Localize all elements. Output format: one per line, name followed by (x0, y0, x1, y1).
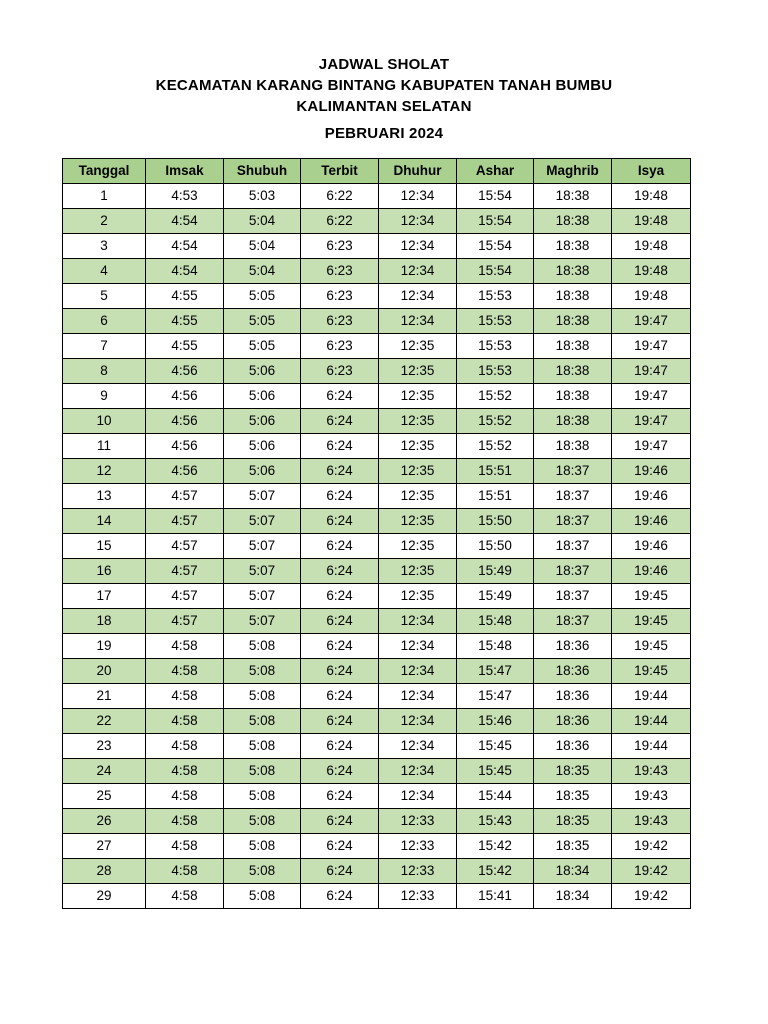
cell-shubuh: 5:08 (224, 784, 301, 809)
cell-tanggal: 2 (63, 209, 146, 234)
cell-ashar: 15:53 (457, 284, 534, 309)
cell-terbit: 6:24 (301, 709, 379, 734)
cell-terbit: 6:24 (301, 884, 379, 909)
column-header-tanggal: Tanggal (63, 159, 146, 184)
cell-shubuh: 5:08 (224, 759, 301, 784)
cell-isya: 19:46 (612, 459, 691, 484)
cell-isya: 19:47 (612, 359, 691, 384)
cell-terbit: 6:22 (301, 184, 379, 209)
column-header-ashar: Ashar (457, 159, 534, 184)
cell-tanggal: 10 (63, 409, 146, 434)
cell-tanggal: 13 (63, 484, 146, 509)
cell-maghrib: 18:38 (534, 384, 612, 409)
cell-ashar: 15:53 (457, 334, 534, 359)
table-row (63, 609, 691, 634)
cell-terbit: 6:24 (301, 459, 379, 484)
cell-maghrib: 18:37 (534, 484, 612, 509)
cell-terbit: 6:24 (301, 859, 379, 884)
cell-maghrib: 18:37 (534, 459, 612, 484)
cell-terbit: 6:24 (301, 609, 379, 634)
cell-maghrib: 18:38 (534, 434, 612, 459)
cell-maghrib: 18:34 (534, 884, 612, 909)
cell-dhuhur: 12:34 (379, 784, 457, 809)
column-header-shubuh: Shubuh (224, 159, 301, 184)
cell-imsak: 4:56 (146, 459, 224, 484)
cell-maghrib: 18:36 (534, 659, 612, 684)
cell-imsak: 4:58 (146, 709, 224, 734)
table-row (63, 734, 691, 759)
cell-shubuh: 5:04 (224, 234, 301, 259)
title-line-1: JADWAL SHOLAT (318, 56, 450, 73)
cell-shubuh: 5:05 (224, 334, 301, 359)
cell-tanggal: 25 (63, 784, 146, 809)
cell-isya: 19:44 (612, 684, 691, 709)
cell-shubuh: 5:08 (224, 634, 301, 659)
cell-maghrib: 18:37 (534, 609, 612, 634)
cell-terbit: 6:23 (301, 284, 379, 309)
cell-imsak: 4:54 (146, 209, 224, 234)
cell-isya: 19:48 (612, 234, 691, 259)
cell-dhuhur: 12:34 (379, 759, 457, 784)
cell-dhuhur: 12:35 (379, 384, 457, 409)
cell-isya: 19:46 (612, 559, 691, 584)
cell-ashar: 15:43 (457, 809, 534, 834)
cell-dhuhur: 12:34 (379, 234, 457, 259)
table-row (63, 384, 691, 409)
cell-maghrib: 18:38 (534, 359, 612, 384)
cell-terbit: 6:23 (301, 259, 379, 284)
cell-imsak: 4:56 (146, 384, 224, 409)
cell-shubuh: 5:04 (224, 209, 301, 234)
cell-dhuhur: 12:35 (379, 584, 457, 609)
cell-maghrib: 18:36 (534, 734, 612, 759)
cell-tanggal: 17 (63, 584, 146, 609)
cell-isya: 19:44 (612, 734, 691, 759)
cell-ashar: 15:49 (457, 584, 534, 609)
cell-dhuhur: 12:35 (379, 409, 457, 434)
cell-ashar: 15:48 (457, 609, 534, 634)
cell-ashar: 15:53 (457, 309, 534, 334)
cell-terbit: 6:24 (301, 634, 379, 659)
cell-dhuhur: 12:34 (379, 709, 457, 734)
table-row (63, 434, 691, 459)
table-row (63, 859, 691, 884)
cell-dhuhur: 12:33 (379, 884, 457, 909)
cell-tanggal: 9 (63, 384, 146, 409)
cell-shubuh: 5:07 (224, 609, 301, 634)
cell-shubuh: 5:05 (224, 309, 301, 334)
cell-imsak: 4:58 (146, 684, 224, 709)
title-line-2: KECAMATAN KARANG BINTANG KABUPATEN TANAH BUMBU (155, 77, 613, 94)
cell-maghrib: 18:36 (534, 684, 612, 709)
cell-imsak: 4:54 (146, 234, 224, 259)
cell-imsak: 4:55 (146, 309, 224, 334)
cell-shubuh: 5:08 (224, 684, 301, 709)
cell-imsak: 4:58 (146, 759, 224, 784)
cell-shubuh: 5:05 (224, 284, 301, 309)
cell-dhuhur: 12:34 (379, 634, 457, 659)
cell-imsak: 4:58 (146, 634, 224, 659)
cell-isya: 19:47 (612, 384, 691, 409)
cell-terbit: 6:24 (301, 484, 379, 509)
cell-isya: 19:45 (612, 634, 691, 659)
cell-shubuh: 5:06 (224, 409, 301, 434)
cell-shubuh: 5:07 (224, 584, 301, 609)
cell-isya: 19:48 (612, 259, 691, 284)
cell-terbit: 6:24 (301, 534, 379, 559)
cell-shubuh: 5:08 (224, 659, 301, 684)
cell-imsak: 4:56 (146, 359, 224, 384)
cell-tanggal: 5 (63, 284, 146, 309)
cell-imsak: 4:56 (146, 434, 224, 459)
cell-ashar: 15:47 (457, 659, 534, 684)
cell-shubuh: 5:08 (224, 859, 301, 884)
cell-tanggal: 7 (63, 334, 146, 359)
cell-shubuh: 5:07 (224, 534, 301, 559)
cell-dhuhur: 12:33 (379, 809, 457, 834)
cell-isya: 19:43 (612, 784, 691, 809)
cell-dhuhur: 12:35 (379, 459, 457, 484)
cell-tanggal: 8 (63, 359, 146, 384)
table-row (63, 359, 691, 384)
cell-tanggal: 21 (63, 684, 146, 709)
table-row (63, 534, 691, 559)
cell-isya: 19:45 (612, 659, 691, 684)
cell-terbit: 6:24 (301, 834, 379, 859)
cell-ashar: 15:52 (457, 434, 534, 459)
table-body (63, 184, 691, 909)
cell-terbit: 6:24 (301, 384, 379, 409)
cell-terbit: 6:23 (301, 334, 379, 359)
cell-ashar: 15:41 (457, 884, 534, 909)
cell-terbit: 6:24 (301, 509, 379, 534)
cell-imsak: 4:53 (146, 184, 224, 209)
table-row (63, 209, 691, 234)
table-row (63, 759, 691, 784)
cell-imsak: 4:57 (146, 484, 224, 509)
cell-terbit: 6:24 (301, 559, 379, 584)
table-row (63, 284, 691, 309)
table-row (63, 259, 691, 284)
cell-tanggal: 16 (63, 559, 146, 584)
cell-isya: 19:44 (612, 709, 691, 734)
cell-maghrib: 18:35 (534, 809, 612, 834)
column-header-dhuhur: Dhuhur (379, 159, 457, 184)
table-row (63, 484, 691, 509)
cell-tanggal: 24 (63, 759, 146, 784)
prayer-schedule-table (62, 158, 691, 909)
cell-ashar: 15:54 (457, 259, 534, 284)
cell-dhuhur: 12:33 (379, 834, 457, 859)
cell-terbit: 6:24 (301, 434, 379, 459)
cell-maghrib: 18:38 (534, 409, 612, 434)
cell-maghrib: 18:38 (534, 334, 612, 359)
cell-ashar: 15:50 (457, 509, 534, 534)
cell-ashar: 15:48 (457, 634, 534, 659)
cell-isya: 19:47 (612, 434, 691, 459)
cell-shubuh: 5:06 (224, 434, 301, 459)
cell-imsak: 4:58 (146, 834, 224, 859)
cell-dhuhur: 12:34 (379, 259, 457, 284)
column-header-isya: Isya (612, 159, 691, 184)
cell-dhuhur: 12:35 (379, 559, 457, 584)
cell-imsak: 4:57 (146, 584, 224, 609)
cell-tanggal: 28 (63, 859, 146, 884)
cell-imsak: 4:57 (146, 559, 224, 584)
cell-ashar: 15:45 (457, 734, 534, 759)
cell-isya: 19:48 (612, 284, 691, 309)
table-row (63, 409, 691, 434)
cell-imsak: 4:58 (146, 809, 224, 834)
cell-isya: 19:48 (612, 209, 691, 234)
cell-tanggal: 26 (63, 809, 146, 834)
cell-imsak: 4:57 (146, 609, 224, 634)
cell-terbit: 6:24 (301, 734, 379, 759)
cell-tanggal: 23 (63, 734, 146, 759)
cell-maghrib: 18:36 (534, 709, 612, 734)
cell-ashar: 15:53 (457, 359, 534, 384)
table-row (63, 884, 691, 909)
table-row (63, 684, 691, 709)
cell-dhuhur: 12:34 (379, 734, 457, 759)
cell-ashar: 15:54 (457, 234, 534, 259)
column-header-maghrib: Maghrib (534, 159, 612, 184)
cell-terbit: 6:24 (301, 809, 379, 834)
cell-tanggal: 18 (63, 609, 146, 634)
table-row (63, 634, 691, 659)
cell-shubuh: 5:08 (224, 809, 301, 834)
cell-dhuhur: 12:34 (379, 184, 457, 209)
cell-dhuhur: 12:34 (379, 659, 457, 684)
table-row (63, 184, 691, 209)
cell-maghrib: 18:38 (534, 184, 612, 209)
cell-imsak: 4:55 (146, 284, 224, 309)
cell-shubuh: 5:08 (224, 734, 301, 759)
cell-maghrib: 18:38 (534, 234, 612, 259)
cell-maghrib: 18:37 (534, 509, 612, 534)
cell-shubuh: 5:07 (224, 484, 301, 509)
cell-tanggal: 15 (63, 534, 146, 559)
cell-isya: 19:42 (612, 834, 691, 859)
cell-imsak: 4:58 (146, 859, 224, 884)
cell-isya: 19:46 (612, 509, 691, 534)
cell-ashar: 15:54 (457, 209, 534, 234)
table-row (63, 809, 691, 834)
cell-terbit: 6:24 (301, 784, 379, 809)
cell-dhuhur: 12:35 (379, 484, 457, 509)
table-header-row (63, 159, 691, 184)
cell-tanggal: 27 (63, 834, 146, 859)
cell-ashar: 15:50 (457, 534, 534, 559)
cell-maghrib: 18:34 (534, 859, 612, 884)
cell-terbit: 6:24 (301, 409, 379, 434)
cell-isya: 19:46 (612, 484, 691, 509)
cell-shubuh: 5:07 (224, 559, 301, 584)
table-row (63, 234, 691, 259)
cell-ashar: 15:46 (457, 709, 534, 734)
cell-tanggal: 19 (63, 634, 146, 659)
cell-ashar: 15:52 (457, 409, 534, 434)
cell-ashar: 15:45 (457, 759, 534, 784)
cell-maghrib: 18:35 (534, 784, 612, 809)
cell-isya: 19:47 (612, 409, 691, 434)
cell-ashar: 15:52 (457, 384, 534, 409)
cell-shubuh: 5:03 (224, 184, 301, 209)
cell-tanggal: 14 (63, 509, 146, 534)
cell-dhuhur: 12:34 (379, 609, 457, 634)
cell-ashar: 15:44 (457, 784, 534, 809)
cell-shubuh: 5:08 (224, 834, 301, 859)
cell-tanggal: 1 (63, 184, 146, 209)
cell-isya: 19:43 (612, 759, 691, 784)
cell-isya: 19:42 (612, 884, 691, 909)
cell-dhuhur: 12:33 (379, 859, 457, 884)
cell-isya: 19:43 (612, 809, 691, 834)
cell-ashar: 15:51 (457, 484, 534, 509)
cell-maghrib: 18:38 (534, 284, 612, 309)
month-title: PEBRUARI 2024 (324, 125, 444, 142)
cell-maghrib: 18:38 (534, 309, 612, 334)
cell-maghrib: 18:38 (534, 209, 612, 234)
cell-maghrib: 18:36 (534, 634, 612, 659)
cell-maghrib: 18:35 (534, 834, 612, 859)
cell-isya: 19:48 (612, 184, 691, 209)
cell-terbit: 6:24 (301, 659, 379, 684)
cell-shubuh: 5:08 (224, 709, 301, 734)
cell-ashar: 15:54 (457, 184, 534, 209)
cell-maghrib: 18:37 (534, 584, 612, 609)
cell-shubuh: 5:06 (224, 359, 301, 384)
cell-isya: 19:47 (612, 334, 691, 359)
table-row (63, 784, 691, 809)
cell-imsak: 4:54 (146, 259, 224, 284)
column-header-imsak: Imsak (146, 159, 224, 184)
cell-imsak: 4:58 (146, 659, 224, 684)
cell-isya: 19:45 (612, 609, 691, 634)
cell-terbit: 6:23 (301, 309, 379, 334)
cell-tanggal: 22 (63, 709, 146, 734)
table-row (63, 659, 691, 684)
table-row (63, 709, 691, 734)
cell-dhuhur: 12:34 (379, 284, 457, 309)
column-header-terbit: Terbit (301, 159, 379, 184)
cell-dhuhur: 12:35 (379, 534, 457, 559)
cell-imsak: 4:58 (146, 734, 224, 759)
cell-dhuhur: 12:34 (379, 309, 457, 334)
table-row (63, 584, 691, 609)
cell-terbit: 6:23 (301, 234, 379, 259)
cell-maghrib: 18:35 (534, 759, 612, 784)
cell-imsak: 4:58 (146, 884, 224, 909)
cell-tanggal: 4 (63, 259, 146, 284)
cell-imsak: 4:58 (146, 784, 224, 809)
cell-terbit: 6:22 (301, 209, 379, 234)
cell-shubuh: 5:06 (224, 459, 301, 484)
table-row (63, 334, 691, 359)
cell-imsak: 4:57 (146, 534, 224, 559)
cell-maghrib: 18:38 (534, 259, 612, 284)
cell-dhuhur: 12:35 (379, 434, 457, 459)
cell-dhuhur: 12:34 (379, 684, 457, 709)
cell-terbit: 6:23 (301, 359, 379, 384)
cell-tanggal: 11 (63, 434, 146, 459)
document-header (0, 54, 768, 117)
cell-ashar: 15:42 (457, 834, 534, 859)
table-row (63, 459, 691, 484)
table-row (63, 509, 691, 534)
cell-dhuhur: 12:35 (379, 509, 457, 534)
cell-shubuh: 5:08 (224, 884, 301, 909)
cell-ashar: 15:42 (457, 859, 534, 884)
cell-imsak: 4:55 (146, 334, 224, 359)
cell-ashar: 15:51 (457, 459, 534, 484)
cell-tanggal: 3 (63, 234, 146, 259)
table-row (63, 834, 691, 859)
cell-imsak: 4:57 (146, 509, 224, 534)
cell-isya: 19:47 (612, 309, 691, 334)
cell-shubuh: 5:07 (224, 509, 301, 534)
cell-isya: 19:42 (612, 859, 691, 884)
cell-ashar: 15:47 (457, 684, 534, 709)
cell-terbit: 6:24 (301, 759, 379, 784)
cell-maghrib: 18:37 (534, 559, 612, 584)
cell-tanggal: 6 (63, 309, 146, 334)
cell-dhuhur: 12:35 (379, 334, 457, 359)
cell-dhuhur: 12:35 (379, 359, 457, 384)
table-row (63, 559, 691, 584)
cell-isya: 19:45 (612, 584, 691, 609)
cell-tanggal: 12 (63, 459, 146, 484)
cell-maghrib: 18:37 (534, 534, 612, 559)
cell-dhuhur: 12:34 (379, 209, 457, 234)
cell-shubuh: 5:04 (224, 259, 301, 284)
cell-imsak: 4:56 (146, 409, 224, 434)
title-line-3: KALIMANTAN SELATAN (296, 98, 472, 115)
cell-isya: 19:46 (612, 534, 691, 559)
cell-ashar: 15:49 (457, 559, 534, 584)
cell-terbit: 6:24 (301, 684, 379, 709)
cell-terbit: 6:24 (301, 584, 379, 609)
cell-tanggal: 29 (63, 884, 146, 909)
cell-shubuh: 5:06 (224, 384, 301, 409)
table-row (63, 309, 691, 334)
cell-tanggal: 20 (63, 659, 146, 684)
